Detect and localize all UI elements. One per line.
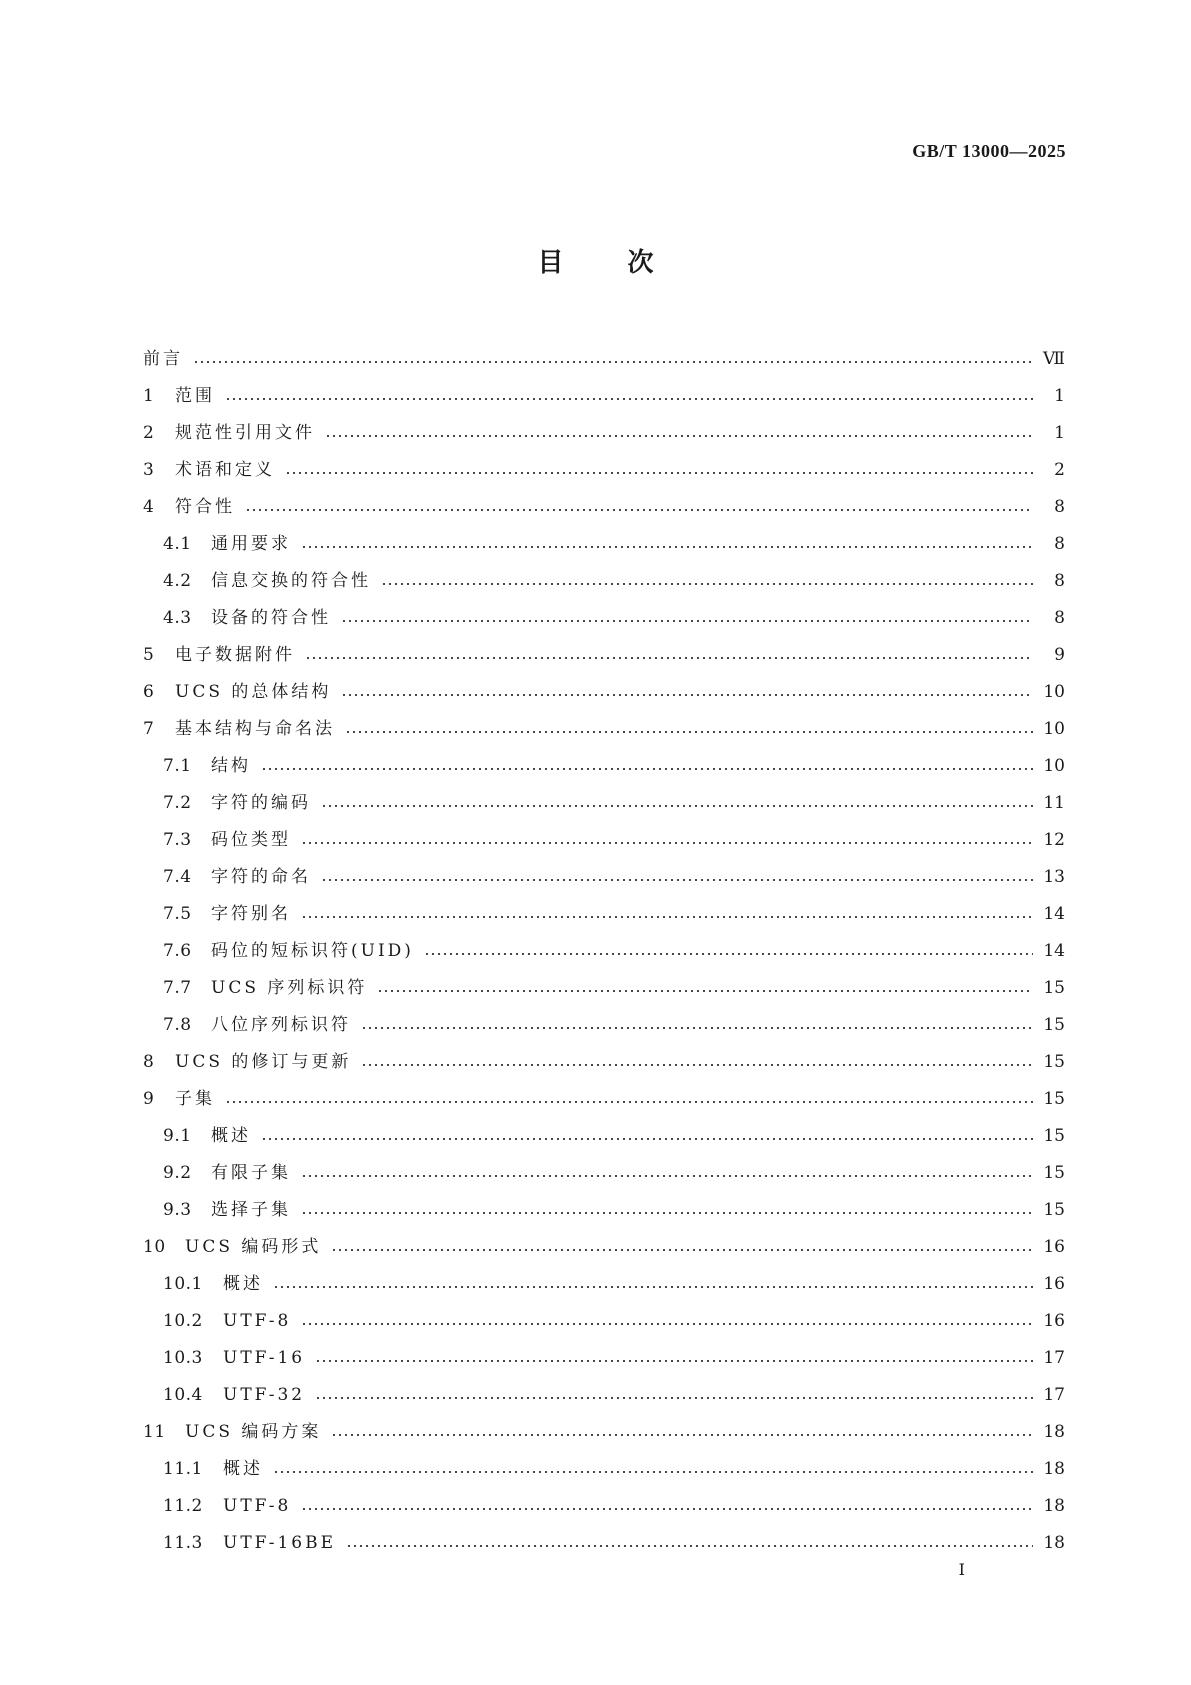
toc-entry-label: 前言 <box>143 348 183 369</box>
dot-leader <box>321 805 1033 807</box>
toc-entry-label: UCS 编码方案 <box>185 1421 322 1442</box>
toc-entry-number: 7.8 <box>163 1014 192 1035</box>
dot-leader <box>301 1323 1033 1325</box>
dot-leader <box>273 1286 1033 1288</box>
toc-entry-number: 4.2 <box>163 570 192 591</box>
toc-entry-label: 选择子集 <box>211 1199 291 1220</box>
toc-entry-number: 3 <box>143 459 155 480</box>
toc-entry-number: 9.1 <box>163 1125 192 1146</box>
toc-entry-label: 通用要求 <box>211 533 291 554</box>
dot-leader <box>381 583 1033 585</box>
toc-entry-number: 7.3 <box>163 829 192 850</box>
toc-entry-page: 8 <box>1054 533 1065 554</box>
toc-entry[interactable] <box>143 1487 1065 1524</box>
toc-entry-page: 15 <box>1043 1014 1065 1035</box>
toc-entry-page: 17 <box>1043 1347 1065 1368</box>
toc-entry-page: Ⅶ <box>1043 348 1065 369</box>
toc-entry-number: 4.3 <box>163 607 192 628</box>
toc-entry-label: 结构 <box>211 755 251 776</box>
toc-entry[interactable] <box>143 1228 1065 1265</box>
toc-entry-label: UTF-16BE <box>223 1532 336 1553</box>
toc-entry-page: 14 <box>1043 940 1065 961</box>
toc-entry-page: 18 <box>1043 1458 1065 1479</box>
toc-entry-number: 9 <box>143 1088 155 1109</box>
toc-entry-page: 10 <box>1043 755 1065 776</box>
toc-entry-page: 13 <box>1043 866 1065 887</box>
toc-entry[interactable] <box>143 488 1065 525</box>
toc-entry-number: 11 <box>143 1421 166 1442</box>
toc-entry-page: 15 <box>1043 1088 1065 1109</box>
toc-entry[interactable] <box>143 377 1065 414</box>
toc-entry-number: 11.3 <box>163 1532 203 1553</box>
toc-entry[interactable] <box>143 1080 1065 1117</box>
toc-entry[interactable] <box>143 1413 1065 1450</box>
dot-leader <box>261 1138 1033 1140</box>
toc-entry-label: UTF-8 <box>223 1310 292 1331</box>
toc-entry-page: 18 <box>1043 1421 1065 1442</box>
toc-entry-page: 15 <box>1043 1199 1065 1220</box>
toc-entry[interactable] <box>143 710 1065 747</box>
toc-entry[interactable] <box>143 451 1065 488</box>
toc-entry-page: 17 <box>1043 1384 1065 1405</box>
toc-entry-label: UCS 编码形式 <box>185 1236 322 1257</box>
toc-entry-label: 有限子集 <box>211 1162 291 1183</box>
toc-entry-page: 1 <box>1054 385 1065 406</box>
toc-entry-label: 范围 <box>175 385 215 406</box>
dot-leader <box>361 1064 1033 1066</box>
toc-entry[interactable] <box>143 1006 1065 1043</box>
dot-leader <box>245 509 1033 511</box>
toc-entry-page: 11 <box>1043 792 1065 813</box>
toc-entry-number: 10 <box>143 1236 166 1257</box>
toc-entry-label: 字符的命名 <box>211 866 311 887</box>
dot-leader <box>301 546 1033 548</box>
dot-leader <box>301 916 1033 918</box>
toc-entry-label: 信息交换的符合性 <box>211 570 371 591</box>
dot-leader <box>424 953 1033 955</box>
toc-entry[interactable] <box>143 1339 1065 1376</box>
toc-title: 目次 <box>537 248 718 278</box>
toc-entry[interactable] <box>143 1376 1065 1413</box>
toc-entry-page: 16 <box>1043 1236 1065 1257</box>
dot-leader <box>315 1360 1033 1362</box>
toc-entry-page: 15 <box>1043 1125 1065 1146</box>
standard-code: GB/T 13000—2025 <box>912 141 1066 161</box>
toc-entry[interactable] <box>143 1117 1065 1154</box>
toc-entry-label: 八位序列标识符 <box>211 1014 351 1035</box>
toc-entry-label: 概述 <box>211 1125 251 1146</box>
dot-leader <box>325 435 1033 437</box>
toc-entry[interactable] <box>143 1302 1065 1339</box>
dot-leader <box>193 361 1033 363</box>
toc-entry-page: 16 <box>1043 1310 1065 1331</box>
dot-leader <box>346 1545 1033 1547</box>
toc-entry-label: 码位类型 <box>211 829 291 850</box>
table-of-contents <box>143 340 1065 1561</box>
toc-entry[interactable] <box>143 932 1065 969</box>
dot-leader <box>305 657 1033 659</box>
dot-leader <box>331 1434 1033 1436</box>
toc-entry-number: 7.5 <box>163 903 192 924</box>
toc-entry-label: UTF-32 <box>223 1384 306 1405</box>
toc-entry[interactable] <box>143 340 1065 377</box>
toc-entry-page: 14 <box>1043 903 1065 924</box>
toc-entry-page: 18 <box>1043 1495 1065 1516</box>
toc-entry-label: 概述 <box>223 1273 263 1294</box>
toc-entry-label: 子集 <box>175 1088 215 1109</box>
toc-entry-page: 15 <box>1043 1162 1065 1183</box>
toc-entry-label: 设备的符合性 <box>211 607 331 628</box>
dot-leader <box>285 472 1033 474</box>
toc-entry-number: 5 <box>143 644 155 665</box>
dot-leader <box>345 731 1033 733</box>
dot-leader <box>301 1212 1033 1214</box>
dot-leader <box>225 1101 1033 1103</box>
toc-entry-label: UCS 的总体结构 <box>175 681 332 702</box>
toc-entry-label: 基本结构与命名法 <box>175 718 335 739</box>
dot-leader <box>341 620 1033 622</box>
toc-entry-number: 1 <box>143 385 155 406</box>
toc-entry-page: 1 <box>1054 422 1065 443</box>
toc-entry-number: 10.3 <box>163 1347 203 1368</box>
toc-entry-label: UCS 的修订与更新 <box>175 1051 352 1072</box>
toc-entry-number: 7.7 <box>163 977 192 998</box>
toc-entry-page: 8 <box>1054 607 1065 628</box>
toc-entry[interactable] <box>143 1043 1065 1080</box>
toc-entry[interactable] <box>143 562 1065 599</box>
toc-entry-page: 8 <box>1054 570 1065 591</box>
toc-entry-page: 15 <box>1043 977 1065 998</box>
toc-entry-number: 7.2 <box>163 792 192 813</box>
toc-entry-label: 字符的编码 <box>211 792 311 813</box>
toc-entry[interactable] <box>143 414 1065 451</box>
toc-entry-number: 6 <box>143 681 155 702</box>
toc-entry[interactable] <box>143 858 1065 895</box>
dot-leader <box>331 1249 1033 1251</box>
toc-entry-page: 18 <box>1043 1532 1065 1553</box>
toc-entry[interactable] <box>143 1265 1065 1302</box>
page-number: I <box>958 1560 965 1579</box>
toc-entry[interactable] <box>143 673 1065 710</box>
toc-entry[interactable] <box>143 525 1065 562</box>
dot-leader <box>225 398 1033 400</box>
toc-entry[interactable] <box>143 1154 1065 1191</box>
toc-entry[interactable] <box>143 784 1065 821</box>
toc-entry-label: 码位的短标识符(UID) <box>211 940 414 961</box>
toc-entry-number: 4.1 <box>163 533 192 554</box>
toc-entry[interactable] <box>143 636 1065 673</box>
toc-entry-number: 7.1 <box>163 755 192 776</box>
toc-entry-label: 电子数据附件 <box>175 644 295 665</box>
toc-entry-number: 8 <box>143 1051 155 1072</box>
dot-leader <box>301 1175 1033 1177</box>
toc-entry[interactable] <box>143 1524 1065 1561</box>
toc-entry-number: 10.2 <box>163 1310 203 1331</box>
toc-entry[interactable] <box>143 895 1065 932</box>
dot-leader <box>273 1471 1033 1473</box>
toc-entry-label: UCS 序列标识符 <box>211 977 368 998</box>
toc-entry-page: 12 <box>1043 829 1065 850</box>
toc-entry-number: 10.1 <box>163 1273 203 1294</box>
toc-entry-page: 10 <box>1043 681 1065 702</box>
toc-entry[interactable] <box>143 821 1065 858</box>
toc-entry-label: 字符别名 <box>211 903 291 924</box>
dot-leader <box>321 879 1033 881</box>
toc-entry-page: 9 <box>1054 644 1065 665</box>
dot-leader <box>341 694 1033 696</box>
dot-leader <box>315 1397 1033 1399</box>
toc-entry-label: 术语和定义 <box>175 459 275 480</box>
toc-entry[interactable] <box>143 747 1065 784</box>
dot-leader <box>301 1508 1033 1510</box>
toc-entry-number: 7.4 <box>163 866 192 887</box>
toc-entry-number: 11.2 <box>163 1495 203 1516</box>
toc-entry-number: 7 <box>143 718 155 739</box>
dot-leader <box>377 990 1033 992</box>
toc-entry-page: 2 <box>1054 459 1065 480</box>
toc-entry-label: UTF-16 <box>223 1347 306 1368</box>
dot-leader <box>361 1027 1033 1029</box>
toc-entry-page: 10 <box>1043 718 1065 739</box>
toc-entry-page: 15 <box>1043 1051 1065 1072</box>
toc-entry-number: 9.3 <box>163 1199 192 1220</box>
toc-entry[interactable] <box>143 1191 1065 1228</box>
toc-entry-number: 11.1 <box>163 1458 203 1479</box>
toc-entry-page: 16 <box>1043 1273 1065 1294</box>
toc-entry[interactable] <box>143 969 1065 1006</box>
toc-entry[interactable] <box>143 1450 1065 1487</box>
toc-entry-number: 7.6 <box>163 940 192 961</box>
toc-entry-label: 规范性引用文件 <box>175 422 315 443</box>
toc-entry-page: 8 <box>1054 496 1065 517</box>
toc-entry[interactable] <box>143 599 1065 636</box>
dot-leader <box>261 768 1033 770</box>
toc-entry-number: 10.4 <box>163 1384 203 1405</box>
dot-leader <box>301 842 1033 844</box>
toc-entry-label: UTF-8 <box>223 1495 292 1516</box>
toc-entry-number: 9.2 <box>163 1162 192 1183</box>
toc-entry-number: 2 <box>143 422 155 443</box>
toc-entry-label: 符合性 <box>175 496 235 517</box>
toc-entry-number: 4 <box>143 496 155 517</box>
toc-entry-label: 概述 <box>223 1458 263 1479</box>
